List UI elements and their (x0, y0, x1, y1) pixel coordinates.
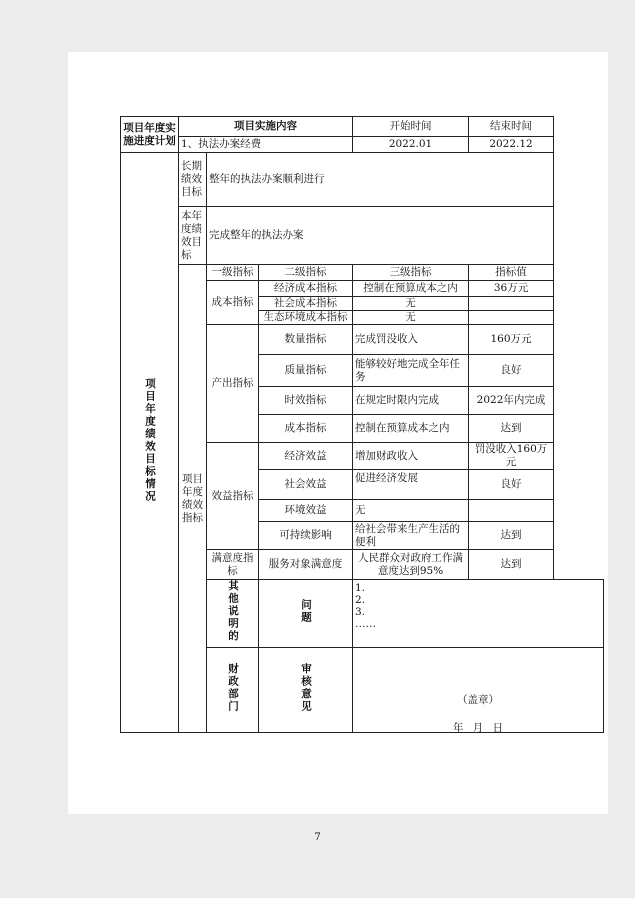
benefit-name: 环境效益 (259, 500, 353, 522)
schedule-row-label: 项目年度实施进度计划 (121, 117, 179, 153)
level1-header: 一级指标 (207, 265, 259, 281)
document-page (68, 52, 608, 814)
notes-label-a: 其他说明的 (207, 580, 259, 648)
benefit-desc: 无 (353, 500, 469, 522)
benefit-name: 可持续影响 (259, 522, 353, 550)
output-value: 160万元 (469, 325, 554, 355)
cost-value (469, 311, 554, 325)
note-item: 2. (355, 594, 366, 606)
cost-value: 36万元 (469, 281, 554, 297)
goals-section-label: 项目年度绩效目标情况 (121, 153, 179, 733)
output-value: 达到 (469, 415, 554, 443)
output-desc: 能够较好地完成全年任务 (353, 355, 469, 387)
review-area (353, 648, 604, 733)
date-line: 年 月 日 (452, 722, 504, 734)
output-name: 成本指标 (259, 415, 353, 443)
output-value: 2022年内完成 (469, 387, 554, 415)
cost-desc: 控制在预算成本之内 (353, 281, 469, 297)
cost-name: 社会成本指标 (259, 297, 353, 311)
annual-text: 完成整年的执法办案 (207, 207, 554, 265)
notes-list (353, 580, 604, 648)
output-indicator-label: 产出指标 (207, 325, 259, 443)
cost-name: 生态环境成本指标 (259, 311, 353, 325)
output-name: 数量指标 (259, 325, 353, 355)
end-header: 结束时间 (469, 117, 554, 137)
benefit-desc: 给社会带来生产生活的便利 (353, 522, 469, 550)
cost-value (469, 297, 554, 311)
benefit-indicator-label: 效益指标 (207, 443, 259, 550)
content-header: 项目实施内容 (179, 117, 353, 137)
note-item: …… (355, 618, 377, 630)
page-number: 7 (314, 832, 321, 843)
seal-text: （盖章） (457, 694, 500, 706)
note-item: 1. (355, 582, 366, 594)
note-item: 3. (355, 606, 366, 618)
annual-label: 本年度绩效目标 (179, 207, 207, 265)
benefit-value: 达到 (469, 522, 554, 550)
cost-desc: 无 (353, 297, 469, 311)
schedule-start: 2022.01 (353, 137, 469, 153)
benefit-desc: 促进经济发展 (353, 470, 469, 500)
benefit-name: 社会效益 (259, 470, 353, 500)
benefit-value: 良好 (469, 470, 554, 500)
satisfaction-indicator-label: 满意度指标 (207, 550, 259, 580)
schedule-end: 2022.12 (469, 137, 554, 153)
output-desc: 控制在预算成本之内 (353, 415, 469, 443)
output-name: 质量指标 (259, 355, 353, 387)
benefit-name: 经济效益 (259, 443, 353, 470)
long-term-text: 整年的执法办案顺利进行 (207, 153, 554, 207)
notes-label-b: 问题 (259, 580, 353, 648)
benefit-value: 罚没收入160万元 (469, 443, 554, 470)
level2-header: 二级指标 (259, 265, 353, 281)
review-label-b: 审核意见 (259, 648, 353, 733)
output-desc: 在规定时限内完成 (353, 387, 469, 415)
indicator-section-label: 项目年度绩效指标 (179, 265, 207, 733)
benefit-value (469, 500, 554, 522)
satisfaction-name: 服务对象满意度 (259, 550, 353, 580)
performance-goal-form (120, 116, 604, 733)
value-header: 指标值 (469, 265, 554, 281)
cost-desc: 无 (353, 311, 469, 325)
schedule-content: 1、执法办案经费 (179, 137, 353, 153)
long-term-label: 长期绩效目标 (179, 153, 207, 207)
output-name: 时效指标 (259, 387, 353, 415)
satisfaction-desc: 人民群众对政府工作满意度达到95% (353, 550, 469, 580)
level3-header: 三级指标 (353, 265, 469, 281)
cost-indicator-label: 成本指标 (207, 281, 259, 325)
cost-name: 经济成本指标 (259, 281, 353, 297)
start-header: 开始时间 (353, 117, 469, 137)
benefit-desc: 增加财政收入 (353, 443, 469, 470)
output-value: 良好 (469, 355, 554, 387)
satisfaction-value: 达到 (469, 550, 554, 580)
review-label-a: 财政部门 (207, 648, 259, 733)
output-desc: 完成罚没收入 (353, 325, 469, 355)
